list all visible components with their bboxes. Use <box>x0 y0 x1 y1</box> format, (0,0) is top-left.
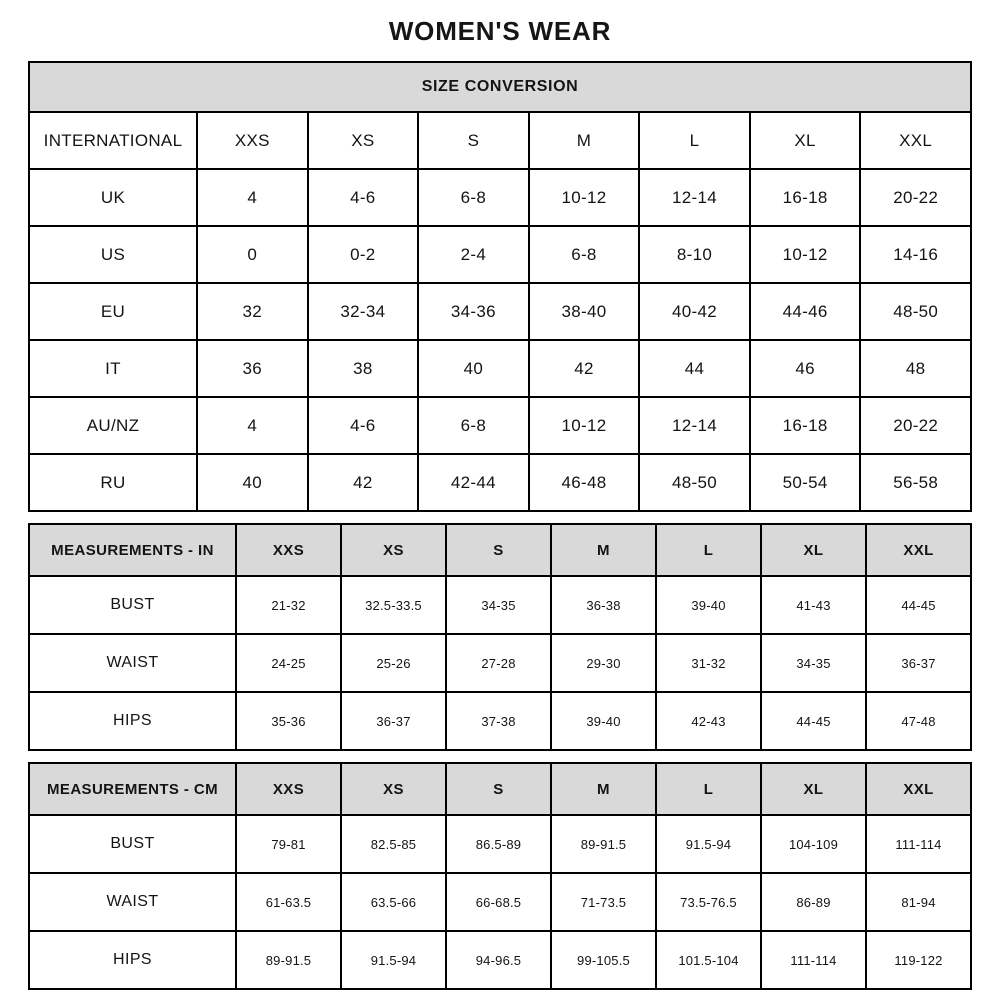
value-cell: 71-73.5 <box>551 873 656 931</box>
value-cell: 20-22 <box>860 397 971 454</box>
value-cell: 111-114 <box>866 815 971 873</box>
row-label: RU <box>29 454 197 511</box>
value-cell: 101.5-104 <box>656 931 761 989</box>
value-cell: 32 <box>197 283 308 340</box>
value-cell: 104-109 <box>761 815 866 873</box>
table-row <box>29 634 971 692</box>
table-row <box>29 169 971 226</box>
value-cell: 39-40 <box>656 576 761 634</box>
value-cell: 42-44 <box>418 454 529 511</box>
value-cell: 61-63.5 <box>236 873 341 931</box>
value-cell: 41-43 <box>761 576 866 634</box>
size-header-cell: L <box>656 524 761 576</box>
table-row <box>29 226 971 283</box>
size-header-cell: S <box>446 763 551 815</box>
value-cell: 16-18 <box>750 397 861 454</box>
table-row <box>29 873 971 931</box>
value-cell: 47-48 <box>866 692 971 750</box>
table-row <box>29 576 971 634</box>
value-cell: 63.5-66 <box>341 873 446 931</box>
value-cell: 46 <box>750 340 861 397</box>
value-cell: M <box>529 112 640 169</box>
value-cell: 40 <box>418 340 529 397</box>
size-conversion-header: SIZE CONVERSION <box>29 62 971 112</box>
value-cell: 48-50 <box>639 454 750 511</box>
value-cell: 42-43 <box>656 692 761 750</box>
size-header-cell: L <box>656 763 761 815</box>
value-cell: 35-36 <box>236 692 341 750</box>
value-cell: 34-35 <box>446 576 551 634</box>
size-header-cell: XXS <box>236 524 341 576</box>
table-row <box>29 397 971 454</box>
value-cell: 119-122 <box>866 931 971 989</box>
value-cell: 66-68.5 <box>446 873 551 931</box>
value-cell: 89-91.5 <box>236 931 341 989</box>
measurements-cm-header: MEASUREMENTS - CM <box>29 763 236 815</box>
table-row <box>29 454 971 511</box>
value-cell: 4 <box>197 397 308 454</box>
value-cell: 29-30 <box>551 634 656 692</box>
size-header-cell: XL <box>761 524 866 576</box>
value-cell: 0 <box>197 226 308 283</box>
value-cell: 12-14 <box>639 169 750 226</box>
value-cell: 12-14 <box>639 397 750 454</box>
row-label: INTERNATIONAL <box>29 112 197 169</box>
row-label: HIPS <box>29 931 236 989</box>
value-cell: 4 <box>197 169 308 226</box>
value-cell: 42 <box>308 454 419 511</box>
value-cell: 16-18 <box>750 169 861 226</box>
value-cell: 27-28 <box>446 634 551 692</box>
value-cell: 2-4 <box>418 226 529 283</box>
value-cell: 40-42 <box>639 283 750 340</box>
value-cell: XXS <box>197 112 308 169</box>
value-cell: 36-38 <box>551 576 656 634</box>
value-cell: XL <box>750 112 861 169</box>
value-cell: 36-37 <box>341 692 446 750</box>
value-cell: 8-10 <box>639 226 750 283</box>
table-row <box>29 340 971 397</box>
value-cell: 48-50 <box>860 283 971 340</box>
value-cell: 4-6 <box>308 397 419 454</box>
value-cell: 21-32 <box>236 576 341 634</box>
row-label: EU <box>29 283 197 340</box>
value-cell: 39-40 <box>551 692 656 750</box>
value-cell: 20-22 <box>860 169 971 226</box>
value-cell: 34-36 <box>418 283 529 340</box>
size-conversion-table <box>28 61 972 512</box>
value-cell: 0-2 <box>308 226 419 283</box>
value-cell: 10-12 <box>529 397 640 454</box>
row-label: IT <box>29 340 197 397</box>
value-cell: 86-89 <box>761 873 866 931</box>
size-header-cell: XXL <box>866 524 971 576</box>
value-cell: 81-94 <box>866 873 971 931</box>
size-header-cell: M <box>551 524 656 576</box>
value-cell: 86.5-89 <box>446 815 551 873</box>
value-cell: 4-6 <box>308 169 419 226</box>
size-header-cell: S <box>446 524 551 576</box>
size-header-cell: XS <box>341 763 446 815</box>
value-cell: 6-8 <box>418 397 529 454</box>
measurements-in-header-row <box>29 524 971 576</box>
table-row <box>29 283 971 340</box>
value-cell: 38-40 <box>529 283 640 340</box>
value-cell: 31-32 <box>656 634 761 692</box>
row-label: WAIST <box>29 634 236 692</box>
value-cell: 91.5-94 <box>656 815 761 873</box>
value-cell: 56-58 <box>860 454 971 511</box>
row-label: US <box>29 226 197 283</box>
table-row <box>29 815 971 873</box>
value-cell: 32-34 <box>308 283 419 340</box>
value-cell: 36-37 <box>866 634 971 692</box>
value-cell: 94-96.5 <box>446 931 551 989</box>
value-cell: L <box>639 112 750 169</box>
row-label: HIPS <box>29 692 236 750</box>
value-cell: 10-12 <box>529 169 640 226</box>
value-cell: 24-25 <box>236 634 341 692</box>
value-cell: XS <box>308 112 419 169</box>
value-cell: 37-38 <box>446 692 551 750</box>
size-header-cell: XXS <box>236 763 341 815</box>
value-cell: S <box>418 112 529 169</box>
row-label: UK <box>29 169 197 226</box>
value-cell: 44-45 <box>761 692 866 750</box>
value-cell: 40 <box>197 454 308 511</box>
size-header-cell: XXL <box>866 763 971 815</box>
value-cell: 73.5-76.5 <box>656 873 761 931</box>
value-cell: 82.5-85 <box>341 815 446 873</box>
value-cell: 25-26 <box>341 634 446 692</box>
table-row <box>29 931 971 989</box>
page-title: WOMEN'S WEAR <box>388 16 612 46</box>
value-cell: 99-105.5 <box>551 931 656 989</box>
value-cell: 91.5-94 <box>341 931 446 989</box>
value-cell: 6-8 <box>418 169 529 226</box>
size-header-cell: XS <box>341 524 446 576</box>
size-header-cell: XL <box>761 763 866 815</box>
size-header-cell: M <box>551 763 656 815</box>
value-cell: XXL <box>860 112 971 169</box>
value-cell: 50-54 <box>750 454 861 511</box>
value-cell: 44 <box>639 340 750 397</box>
row-label: AU/NZ <box>29 397 197 454</box>
value-cell: 6-8 <box>529 226 640 283</box>
value-cell: 48 <box>860 340 971 397</box>
value-cell: 32.5-33.5 <box>341 576 446 634</box>
measurements-cm-table <box>28 762 972 990</box>
value-cell: 79-81 <box>236 815 341 873</box>
value-cell: 46-48 <box>529 454 640 511</box>
value-cell: 44-45 <box>866 576 971 634</box>
value-cell: 14-16 <box>860 226 971 283</box>
value-cell: 36 <box>197 340 308 397</box>
table-row <box>29 112 971 169</box>
value-cell: 44-46 <box>750 283 861 340</box>
measurements-cm-header-row <box>29 763 971 815</box>
table-row <box>29 692 971 750</box>
row-label: BUST <box>29 815 236 873</box>
measurements-in-header: MEASUREMENTS - IN <box>29 524 236 576</box>
row-label: WAIST <box>29 873 236 931</box>
value-cell: 38 <box>308 340 419 397</box>
value-cell: 89-91.5 <box>551 815 656 873</box>
value-cell: 42 <box>529 340 640 397</box>
value-cell: 34-35 <box>761 634 866 692</box>
value-cell: 10-12 <box>750 226 861 283</box>
size-conversion-header-row <box>29 62 971 112</box>
row-label: BUST <box>29 576 236 634</box>
measurements-in-table <box>28 523 972 751</box>
value-cell: 111-114 <box>761 931 866 989</box>
